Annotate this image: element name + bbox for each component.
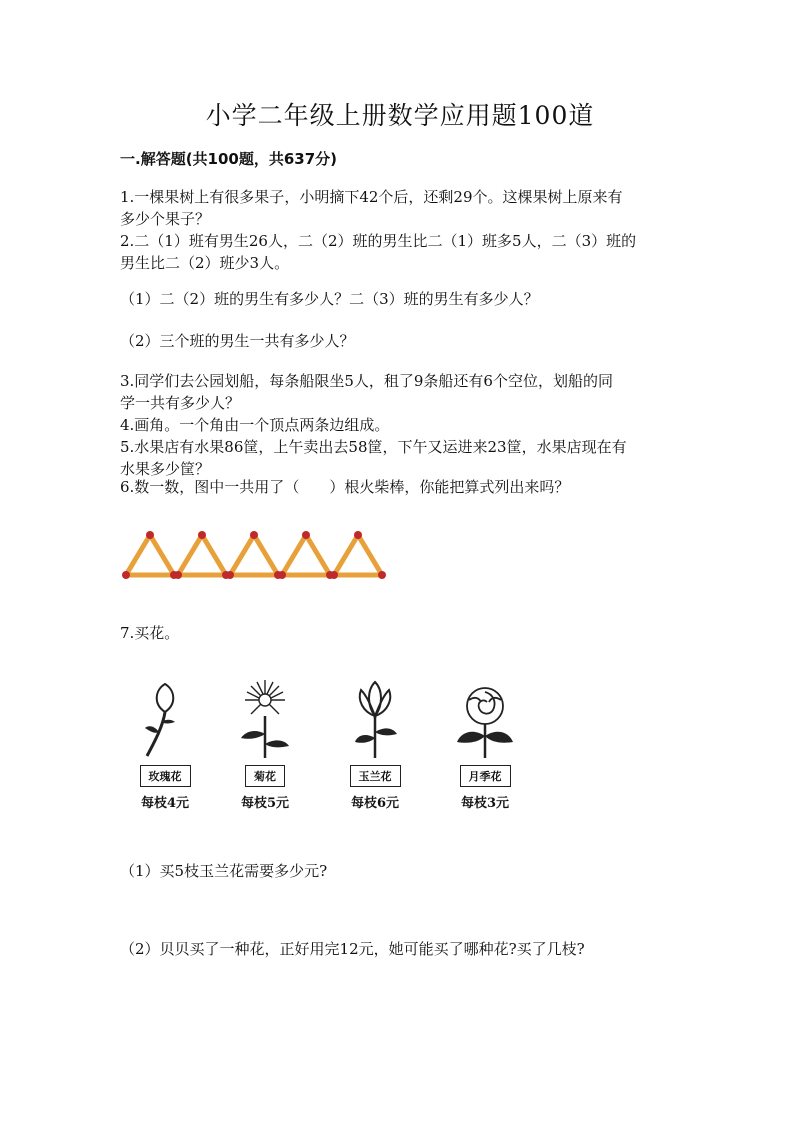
matchstick-figure [120, 525, 390, 589]
question-7-sub-2: （2）贝贝买了一种花，正好用完12元，她可能买了哪种花?买了几枝? [120, 940, 585, 958]
page-title: 小学二年级上册数学应用题100道 [205, 101, 595, 130]
question-7: 7.买花。 [120, 624, 180, 642]
flower-name-magnolia: 玉兰花 [350, 765, 401, 787]
question-2-sub-2: （2）三个班的男生一共有多少人？ [120, 332, 355, 350]
matchstick-triangles-icon [120, 525, 390, 585]
flower-name-rose: 玫瑰花 [140, 765, 191, 787]
question-1-line-1: 1.一棵果树上有很多果子，小明摘下42个后，还剩29个。这棵果树上原来有 [120, 188, 623, 206]
question-7-sub-1: （1）买5枝玉兰花需要多少元? [120, 862, 328, 880]
question-2-sub-1: （1）二（2）班的男生有多少人？二（3）班的男生有多少人？ [120, 290, 539, 308]
magnolia-icon [335, 676, 415, 761]
question-5-line-1: 5.水果店有水果86筐，上午卖出去58筐，下午又运进来23筐，水果店现在有 [120, 438, 627, 456]
question-2-line-2: 男生比二（2）班少3人。 [120, 254, 290, 272]
question-3-line-2: 学一共有多少人？ [120, 394, 241, 412]
flower-name-china-rose: 月季花 [460, 765, 511, 787]
rose-bud-icon [125, 676, 205, 761]
flower-price-chrysanthemum: 每枝5元 [240, 796, 290, 811]
flower-price-china-rose: 每枝3元 [460, 796, 510, 811]
question-2-line-1: 2.二（1）班有男生26人，二（2）班的男生比二（1）班多5人，二（3）班的 [120, 232, 637, 250]
question-3-line-1: 3.同学们去公园划船，每条船限坐5人，租了9条船还有6个空位，划船的同 [120, 372, 613, 390]
question-6: 6.数一数，图中一共用了（ ）根火柴棒，你能把算式列出来吗？ [120, 478, 570, 496]
section-heading: 一.解答题(共100题，共637分) [120, 150, 338, 168]
flower-card-chrysanthemum [225, 676, 305, 811]
china-rose-icon [445, 676, 525, 761]
flower-card-china-rose [445, 676, 525, 811]
flower-card-magnolia [335, 676, 415, 811]
flower-card-rose [125, 676, 205, 811]
chrysanthemum-icon [225, 676, 305, 761]
flower-name-chrysanthemum: 菊花 [245, 765, 285, 787]
flower-price-rose: 每枝4元 [140, 796, 190, 811]
question-4: 4.画角。一个角由一个顶点两条边组成。 [120, 416, 390, 434]
flower-price-magnolia: 每枝6元 [350, 796, 400, 811]
question-1-line-2: 多少个果子？ [120, 210, 211, 228]
question-5-line-2: 水果多少筐？ [120, 460, 211, 478]
